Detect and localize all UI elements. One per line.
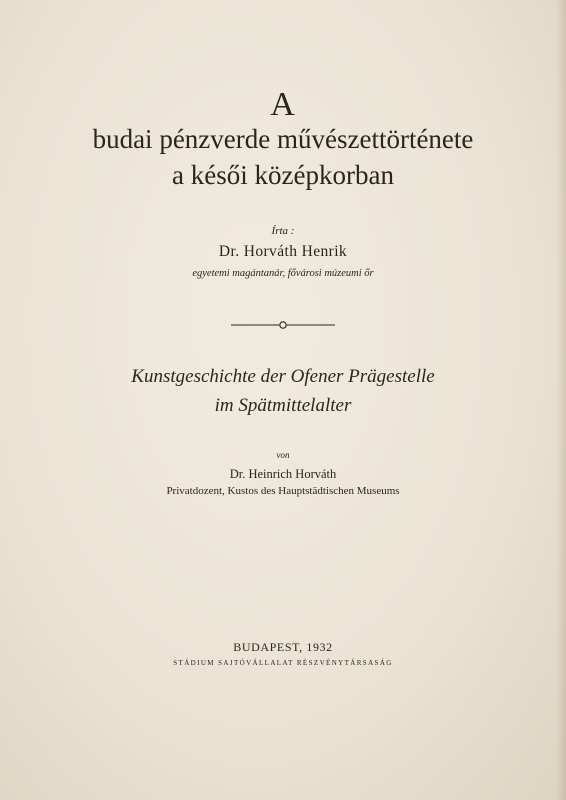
- author-intro-de: von: [276, 450, 290, 460]
- title-de-line-1: Kunstgeschichte der Ofener Prägestelle: [131, 366, 435, 387]
- imprint-publisher: STÁDIUM SAJTÓVÁLLALAT RÉSZVÉNYTÁRSASÁG: [173, 659, 393, 667]
- author-name-de: Dr. Heinrich Horváth: [229, 467, 337, 481]
- author-intro-hu: Írta :: [271, 225, 295, 237]
- title-line-2: a késői középkorban: [172, 160, 394, 190]
- title-de-line-2: im Spätmittelalter: [214, 395, 352, 416]
- author-role-de: Privatdozent, Kustos des Hauptstädtischen Museums: [166, 485, 400, 497]
- author-name-hu: Dr. Horváth Henrik: [218, 243, 348, 260]
- ornament-divider: [0, 314, 566, 336]
- author-role-hu: egyetemi magántanár, fővárosi múzeumi őr: [192, 268, 374, 279]
- title-letter-a: A: [270, 86, 296, 123]
- title-line-1: budai pénzverde művészettörténete: [92, 124, 474, 154]
- imprint-place-year: BUDAPEST, 1932: [233, 640, 333, 654]
